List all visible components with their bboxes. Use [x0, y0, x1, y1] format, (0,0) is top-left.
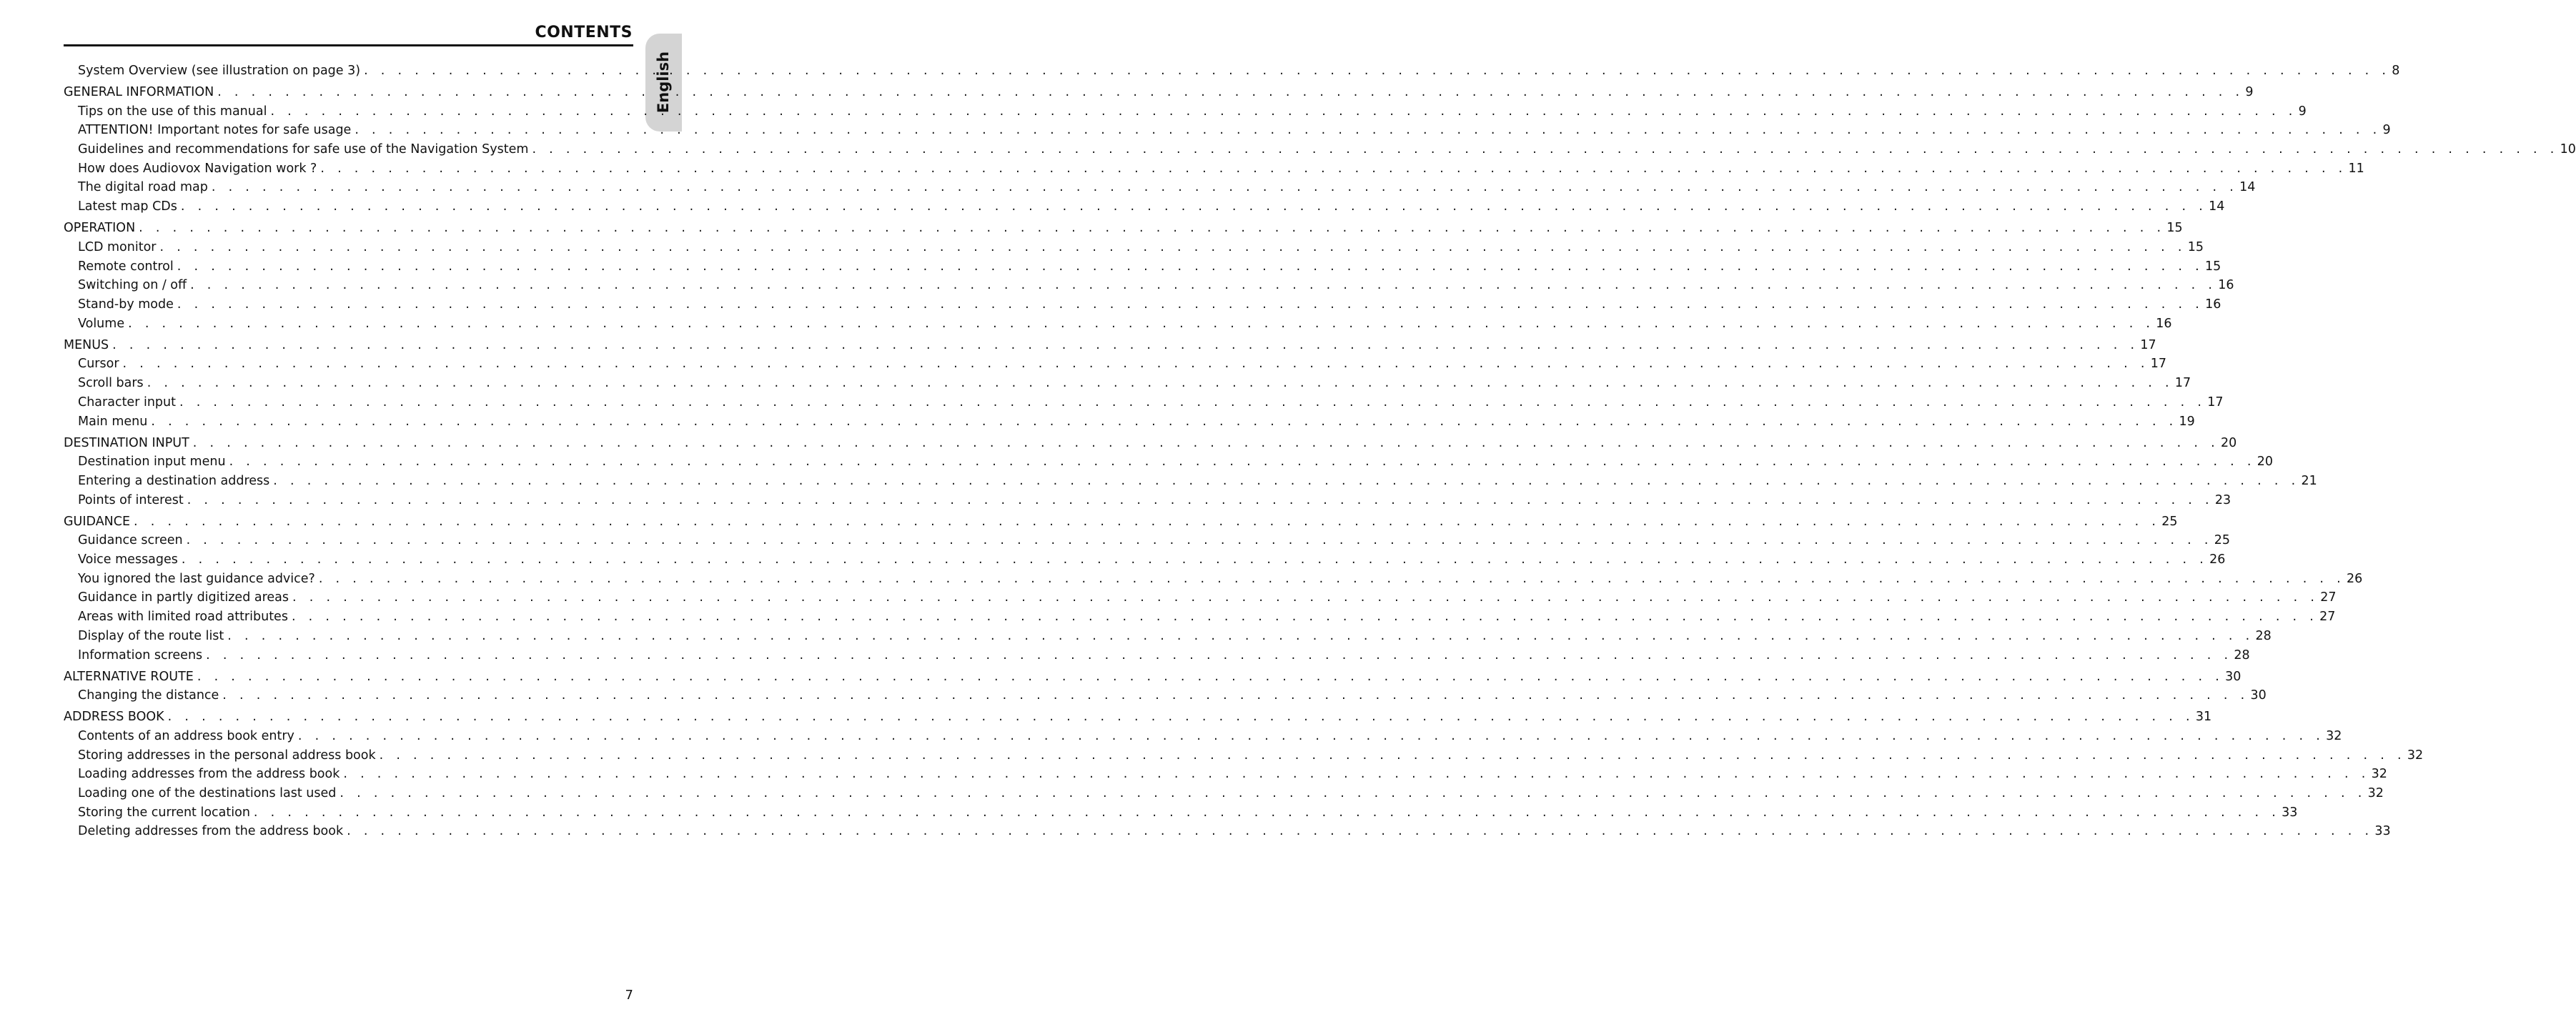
toc-entry-title: ATTENTION! Important notes for safe usage [78, 123, 352, 137]
toc-entry [78, 121, 2391, 139]
toc-entry-page: 20 [2257, 455, 2274, 469]
dot-leader: . . . . . . . . . . . . . . . . . . . . . . . . . . . . . . . . . . . . . . . . . . . . . . . . . . . . . . . . . . . . . . . . . . . . . . . . . . . . . . . . . . . . . . . . . . . . . . . . . . . . . . . . . . . . . . . . . . . . . . . . [217, 85, 2244, 99]
toc-entry [78, 472, 2317, 490]
toc-section-entry [64, 513, 2178, 530]
toc-entry [78, 374, 2191, 392]
toc-entry [78, 551, 2226, 568]
dot-leader: . . . . . . . . . . . . . . . . . . . . . . . . . . . . . . . . . . . . . . . . . . . . . . . . . . . . . . . . . . . . . . . . . . . . . . . . . . . . . . . . . . . . . . . . . . . . . . . . . . . . . . . . . . . . . . . . . . . . . . . . [211, 180, 2239, 194]
toc-entry-title: Guidance screen [78, 533, 183, 547]
toc-entry-title: LCD monitor [78, 240, 157, 254]
toc-entry-title: Storing addresses in the personal address book [78, 748, 376, 763]
toc-entry [78, 239, 2204, 256]
dot-leader: . . . . . . . . . . . . . . . . . . . . . . . . . . . . . . . . . . . . . . . . . . . . . . . . . . . . . . . . . . . . . . . . . . . . . . . . . . . . . . . . . . . . . . . . . . . . . . . . . . . . . . . . . . . . . . . . . . . . . . . . [122, 357, 2149, 371]
toc-entry-title: Voice messages [78, 552, 178, 567]
toc-entry [78, 785, 2384, 802]
toc-section-entry [64, 337, 2156, 354]
toc-entry-title: Guidance in partly digitized areas [78, 590, 289, 605]
dot-leader: . . . . . . . . . . . . . . . . . . . . . . . . . . . . . . . . . . . . . . . . . . . . . . . . . . . . . . . . . . . . . . . . . . . . . . . . . . . . . . . . . . . . . . . . . . . . . . . . . . . . . . . . . . . . . . . . . . . . . . . . [291, 610, 2319, 624]
dot-leader: . . . . . . . . . . . . . . . . . . . . . . . . . . . . . . . . . . . . . . . . . . . . . . . . . . . . . . . . . . . . . . . . . . . . . . . . . . . . . . . . . . . . . . . . . . . . . . . . . . . . . . . . . . . . . . . . . . . . . . . . [253, 805, 2281, 820]
toc-entry [78, 804, 2298, 821]
toc-entry-page: 15 [2187, 240, 2204, 254]
toc-entry-title: Volume [78, 317, 125, 331]
dot-leader: . . . . . . . . . . . . . . . . . . . . . . . . . . . . . . . . . . . . . . . . . . . . . . . . . . . . . . . . . . . . . . . . . . . . . . . . . . . . . . . . . . . . . . . . . . . . . . . . . . . . . . . . . . . . . . . . . . . . . . . . [181, 552, 2209, 567]
toc-entry-page: 16 [2205, 297, 2221, 312]
toc-entry [78, 570, 2363, 587]
toc-entry [78, 687, 2267, 704]
dot-leader: . . . . . . . . . . . . . . . . . . . . . . . . . . . . . . . . . . . . . . . . . . . . . . . . . . . . . . . . . . . . . . . . . . . . . . . . . . . . . . . . . . . . . . . . . . . . . . . . . . . . . . . . . . . . . . . . . . . . . . . . [128, 317, 2155, 331]
dot-leader: . . . . . . . . . . . . . . . . . . . . . . . . . . . . . . . . . . . . . . . . . . . . . . . . . . . . . . . . . . . . . . . . . . . . . . . . . . . . . . . . . . . . . . . . . . . . . . . . . . . . . . . . . . . . . . . . . . . . . . . . [139, 221, 2166, 235]
toc-entry-title: MENUS [64, 338, 109, 352]
toc-entry-page: 30 [2250, 688, 2267, 703]
toc-entry [78, 296, 2221, 313]
toc-entry-page: 16 [2218, 278, 2234, 292]
toc-entry-page: 17 [2174, 376, 2191, 390]
toc-entry [78, 103, 2307, 120]
toc-entry-page: 30 [2225, 670, 2241, 684]
toc-entry [78, 62, 2400, 79]
toc-entry [78, 453, 2274, 470]
dot-leader: . . . . . . . . . . . . . . . . . . . . . . . . . . . . . . . . . . . . . . . . . . . . . . . . . . . . . . . . . . . . . . . . . . . . . . . . . . . . . . . . . . . . . . . . . . . . . . . . . . . . . . . . . . . . . . . . . . . . . . . . [318, 572, 2346, 586]
toc-entry [78, 765, 2387, 783]
toc-entry-page: 16 [2156, 317, 2172, 331]
language-tab-label: English [655, 51, 672, 114]
toc-entry [78, 315, 2172, 332]
toc-entry [78, 141, 2576, 158]
toc-entry-title: Guidelines and recommendations for safe use of the Navigation System [78, 142, 529, 157]
dot-leader: . . . . . . . . . . . . . . . . . . . . . . . . . . . . . . . . . . . . . . . . . . . . . . . . . . . . . . . . . . . . . . . . . . . . . . . . . . . . . . . . . . . . . . . . . . . . . . . . . . . . . . . . . . . . . . . . . . . . . . . . [167, 710, 2194, 724]
toc-entry-title: Information screens [78, 648, 203, 663]
toc-entry-page: 26 [2347, 572, 2363, 586]
toc-entry-page: 26 [2209, 552, 2226, 567]
toc-entry-title: The digital road map [78, 180, 208, 194]
toc-entry [78, 747, 2424, 764]
toc-entry-title: DESTINATION INPUT [64, 436, 189, 450]
toc-entry-title: ALTERNATIVE ROUTE [64, 670, 194, 684]
toc-entry-title: GENERAL INFORMATION [64, 85, 214, 99]
dot-leader: . . . . . . . . . . . . . . . . . . . . . . . . . . . . . . . . . . . . . . . . . . . . . . . . . . . . . . . . . . . . . . . . . . . . . . . . . . . . . . . . . . . . . . . . . . . . . . . . . . . . . . . . . . . . . . . . . . . . . . . . [273, 474, 2300, 488]
toc-entry [78, 394, 2224, 411]
toc-entry-title: OPERATION [64, 221, 136, 235]
toc-entry-page: 27 [2319, 610, 2336, 624]
dot-leader: . . . . . . . . . . . . . . . . . . . . . . . . . . . . . . . . . . . . . . . . . . . . . . . . . . . . . . . . . . . . . . . . . . . . . . . . . . . . . . . . . . . . . . . . . . . . . . . . . . . . . . . . . . . . . . . . . . . . . . . . [320, 162, 2347, 176]
toc-entry-title: Loading one of the destinations last used [78, 786, 337, 800]
toc-entry-page: 9 [2245, 85, 2254, 99]
toc-entry [78, 823, 2391, 840]
toc-entry-page: 21 [2301, 474, 2317, 488]
toc-section-entry [64, 84, 2254, 101]
toc-entry [78, 160, 2364, 177]
toc-entry-page: 33 [2282, 805, 2298, 820]
toc-entry-title: Destination input menu [78, 455, 226, 469]
toc-section-entry [64, 219, 2183, 237]
toc-entry-title: Tips on the use of this manual [78, 104, 267, 119]
toc-entry-page: 31 [2195, 710, 2212, 724]
dot-leader: . . . . . . . . . . . . . . . . . . . . . . . . . . . . . . . . . . . . . . . . . . . . . . . . . . . . . . . . . . . . . . . . . . . . . . . . . . . . . . . . . . . . . . . . . . . . . . . . . . . . . . . . . . . . . . . . . . . . . . . . [270, 104, 2297, 119]
toc-entry-title: Switching on / off [78, 278, 187, 292]
toc-entry-title: Deleting addresses from the address book [78, 824, 344, 838]
toc-entry-page: 17 [2140, 338, 2156, 352]
toc-entry-title: Display of the route list [78, 629, 224, 643]
toc-entry-page: 25 [2214, 533, 2231, 547]
toc-section-entry [64, 668, 2241, 685]
toc-entry-title: ADDRESS BOOK [64, 710, 164, 724]
toc-entry-title: Changing the distance [78, 688, 219, 703]
toc-entry-page: 15 [2204, 259, 2221, 274]
toc-entry-page: 17 [2150, 357, 2167, 371]
dot-leader: . . . . . . . . . . . . . . . . . . . . . . . . . . . . . . . . . . . . . . . . . . . . . . . . . . . . . . . . . . . . . . . . . . . . . . . . . . . . . . . . . . . . . . . . . . . . . . . . . . . . . . . . . . . . . . . . . . . . . . . . [227, 629, 2254, 643]
dot-leader: . . . . . . . . . . . . . . . . . . . . . . . . . . . . . . . . . . . . . . . . . . . . . . . . . . . . . . . . . . . . . . . . . . . . . . . . . . . . . . . . . . . . . . . . . . . . . . . . . . . . . . . . . . . . . . . . . . . . . . . . [180, 199, 2208, 214]
toc-entry-page: 28 [2255, 629, 2272, 643]
dot-leader: . . . . . . . . . . . . . . . . . . . . . . . . . . . . . . . . . . . . . . . . . . . . . . . . . . . . . . . . . . . . . . . . . . . . . . . . . . . . . . . . . . . . . . . . . . . . . . . . . . . . . . . . . . . . . . . . . . . . . . . . [364, 64, 2391, 78]
toc-entry-title: Scroll bars [78, 376, 144, 390]
dot-leader: . . . . . . . . . . . . . . . . . . . . . . . . . . . . . . . . . . . . . . . . . . . . . . . . . . . . . . . . . . . . . . . . . . . . . . . . . . . . . . . . . . . . . . . . . . . . . . . . . . . . . . . . . . . . . . . . . . . . . . . . [222, 688, 2249, 703]
dot-leader: . . . . . . . . . . . . . . . . . . . . . . . . . . . . . . . . . . . . . . . . . . . . . . . . . . . . . . . . . . . . . . . . . . . . . . . . . . . . . . . . . . . . . . . . . . . . . . . . . . . . . . . . . . . . . . . . . . . . . . . . [112, 338, 2139, 352]
dot-leader: . . . . . . . . . . . . . . . . . . . . . . . . . . . . . . . . . . . . . . . . . . . . . . . . . . . . . . . . . . . . . . . . . . . . . . . . . . . . . . . . . . . . . . . . . . . . . . . . . . . . . . . . . . . . . . . . . . . . . . . . [292, 590, 2319, 605]
dot-leader: . . . . . . . . . . . . . . . . . . . . . . . . . . . . . . . . . . . . . . . . . . . . . . . . . . . . . . . . . . . . . . . . . . . . . . . . . . . . . . . . . . . . . . . . . . . . . . . . . . . . . . . . . . . . . . . . . . . . . . . . [379, 748, 2406, 763]
toc-entry-page: 33 [2374, 824, 2391, 838]
toc-entry-page: 23 [2214, 493, 2231, 507]
toc-entry-page: 19 [2179, 415, 2195, 429]
dot-leader: . . . . . . . . . . . . . . . . . . . . . . . . . . . . . . . . . . . . . . . . . . . . . . . . . . . . . . . . . . . . . . . . . . . . . . . . . . . . . . . . . . . . . . . . . . . . . . . . . . . . . . . . . . . . . . . . . . . . . . . . [197, 670, 2224, 684]
dot-leader: . . . . . . . . . . . . . . . . . . . . . . . . . . . . . . . . . . . . . . . . . . . . . . . . . . . . . . . . . . . . . . . . . . . . . . . . . . . . . . . . . . . . . . . . . . . . . . . . . . . . . . . . . . . . . . . . . . . . . . . . [206, 648, 2233, 663]
dot-leader: . . . . . . . . . . . . . . . . . . . . . . . . . . . . . . . . . . . . . . . . . . . . . . . . . . . . . . . . . . . . . . . . . . . . . . . . . . . . . . . . . . . . . . . . . . . . . . . . . . . . . . . . . . . . . . . . . . . . . . . . [147, 376, 2174, 390]
dot-leader: . . . . . . . . . . . . . . . . . . . . . . . . . . . . . . . . . . . . . . . . . . . . . . . . . . . . . . . . . . . . . . . . . . . . . . . . . . . . . . . . . . . . . . . . . . . . . . . . . . . . . . . . . . . . . . . . . . . . . . . . [134, 515, 2161, 529]
dot-leader: . . . . . . . . . . . . . . . . . . . . . . . . . . . . . . . . . . . . . . . . . . . . . . . . . . . . . . . . . . . . . . . . . . . . . . . . . . . . . . . . . . . . . . . . . . . . . . . . . . . . . . . . . . . . . . . . . . . . . . . . [151, 415, 2178, 429]
dot-leader: . . . . . . . . . . . . . . . . . . . . . . . . . . . . . . . . . . . . . . . . . . . . . . . . . . . . . . . . . . . . . . . . . . . . . . . . . . . . . . . . . . . . . . . . . . . . . . . . . . . . . . . . . . . . . . . . . . . . . . . . [179, 395, 2206, 410]
toc-entry-page: 32 [2371, 767, 2387, 781]
toc-entry [78, 532, 2231, 549]
dot-leader: . . . . . . . . . . . . . . . . . . . . . . . . . . . . . . . . . . . . . . . . . . . . . . . . . . . . . . . . . . . . . . . . . . . . . . . . . . . . . . . . . . . . . . . . . . . . . . . . . . . . . . . . . . . . . . . . . . . . . . . . [192, 436, 2219, 450]
toc-entry-page: 17 [2207, 395, 2224, 410]
dot-leader: . . . . . . . . . . . . . . . . . . . . . . . . . . . . . . . . . . . . . . . . . . . . . . . . . . . . . . . . . . . . . . . . . . . . . . . . . . . . . . . . . . . . . . . . . . . . . . . . . . . . . . . . . . . . . . . . . . . . . . . . [343, 767, 2370, 781]
toc-entry [78, 647, 2250, 664]
header-rule [64, 44, 633, 46]
toc-entry-title: Character input [78, 395, 176, 410]
toc-entry-title: You ignored the last guidance advice? [78, 572, 315, 586]
toc-entry [78, 627, 2272, 645]
toc-entry [78, 355, 2167, 372]
dot-leader: . . . . . . . . . . . . . . . . . . . . . . . . . . . . . . . . . . . . . . . . . . . . . . . . . . . . . . . . . . . . . . . . . . . . . . . . . . . . . . . . . . . . . . . . . . . . . . . . . . . . . . . . . . . . . . . . . . . . . . . . [186, 533, 2213, 547]
toc-entry-title: Main menu [78, 415, 148, 429]
toc-entry-title: Remote control [78, 259, 174, 274]
page-title: CONTENTS [535, 24, 633, 41]
toc-entry [78, 728, 2342, 745]
dot-leader: . . . . . . . . . . . . . . . . . . . . . . . . . . . . . . . . . . . . . . . . . . . . . . . . . . . . . . . . . . . . . . . . . . . . . . . . . . . . . . . . . . . . . . . . . . . . . . . . . . . . . . . . . . . . . . . . . . . . . . . . [159, 240, 2186, 254]
dot-leader: . . . . . . . . . . . . . . . . . . . . . . . . . . . . . . . . . . . . . . . . . . . . . . . . . . . . . . . . . . . . . . . . . . . . . . . . . . . . . . . . . . . . . . . . . . . . . . . . . . . . . . . . . . . . . . . . . . . . . . . . [190, 278, 2217, 292]
toc-entry [78, 608, 2336, 625]
dot-leader: . . . . . . . . . . . . . . . . . . . . . . . . . . . . . . . . . . . . . . . . . . . . . . . . . . . . . . . . . . . . . . . . . . . . . . . . . . . . . . . . . . . . . . . . . . . . . . . . . . . . . . . . . . . . . . . . . . . . . . . . [532, 142, 2559, 157]
toc-entry-page: 14 [2209, 199, 2225, 214]
dot-leader: . . . . . . . . . . . . . . . . . . . . . . . . . . . . . . . . . . . . . . . . . . . . . . . . . . . . . . . . . . . . . . . . . . . . . . . . . . . . . . . . . . . . . . . . . . . . . . . . . . . . . . . . . . . . . . . . . . . . . . . . [355, 123, 2382, 137]
toc-entry-page: 9 [2382, 123, 2391, 137]
toc-entry-title: Latest map CDs [78, 199, 177, 214]
toc-entry-page: 9 [2298, 104, 2307, 119]
toc-entry-title: Contents of an address book entry [78, 729, 294, 743]
toc-section-entry [64, 708, 2212, 725]
dot-leader: . . . . . . . . . . . . . . . . . . . . . . . . . . . . . . . . . . . . . . . . . . . . . . . . . . . . . . . . . . . . . . . . . . . . . . . . . . . . . . . . . . . . . . . . . . . . . . . . . . . . . . . . . . . . . . . . . . . . . . . . [347, 824, 2374, 838]
toc-entry-title: System Overview (see illustration on page 3) [78, 64, 361, 78]
toc-entry-title: Points of interest [78, 493, 184, 507]
dot-leader: . . . . . . . . . . . . . . . . . . . . . . . . . . . . . . . . . . . . . . . . . . . . . . . . . . . . . . . . . . . . . . . . . . . . . . . . . . . . . . . . . . . . . . . . . . . . . . . . . . . . . . . . . . . . . . . . . . . . . . . . [340, 786, 2367, 800]
toc-entry-page: 11 [2348, 162, 2364, 176]
toc-entry-title: GUIDANCE [64, 515, 131, 529]
toc-entry-page: 28 [2234, 648, 2250, 663]
toc-entry-title: How does Audiovox Navigation work ? [78, 162, 317, 176]
toc-entry-title: Loading addresses from the address book [78, 767, 340, 781]
toc-entry-page: 14 [2239, 180, 2256, 194]
toc-entry-page: 10 [2560, 142, 2576, 157]
toc-entry-page: 32 [2407, 748, 2424, 763]
toc-entry-title: Areas with limited road attributes [78, 610, 288, 624]
dot-leader: . . . . . . . . . . . . . . . . . . . . . . . . . . . . . . . . . . . . . . . . . . . . . . . . . . . . . . . . . . . . . . . . . . . . . . . . . . . . . . . . . . . . . . . . . . . . . . . . . . . . . . . . . . . . . . . . . . . . . . . . [187, 493, 2214, 507]
dot-leader: . . . . . . . . . . . . . . . . . . . . . . . . . . . . . . . . . . . . . . . . . . . . . . . . . . . . . . . . . . . . . . . . . . . . . . . . . . . . . . . . . . . . . . . . . . . . . . . . . . . . . . . . . . . . . . . . . . . . . . . . [229, 455, 2256, 469]
toc-entry [78, 277, 2234, 294]
toc-entry-page: 27 [2320, 590, 2337, 605]
dot-leader: . . . . . . . . . . . . . . . . . . . . . . . . . . . . . . . . . . . . . . . . . . . . . . . . . . . . . . . . . . . . . . . . . . . . . . . . . . . . . . . . . . . . . . . . . . . . . . . . . . . . . . . . . . . . . . . . . . . . . . . . [297, 729, 2325, 743]
toc-entry [78, 413, 2195, 430]
toc-entry-title: Storing the current location [78, 805, 250, 820]
toc-entry [78, 492, 2231, 509]
toc-entry [78, 198, 2225, 215]
toc-entry [78, 589, 2337, 606]
toc-section-entry [64, 435, 2237, 452]
toc-entry-page: 15 [2166, 221, 2183, 235]
toc-entry-title: Entering a destination address [78, 474, 270, 488]
dot-leader: . . . . . . . . . . . . . . . . . . . . . . . . . . . . . . . . . . . . . . . . . . . . . . . . . . . . . . . . . . . . . . . . . . . . . . . . . . . . . . . . . . . . . . . . . . . . . . . . . . . . . . . . . . . . . . . . . . . . . . . . [177, 259, 2204, 274]
toc-entry-page: 25 [2161, 515, 2178, 529]
toc-entry-title: Cursor [78, 357, 119, 371]
toc-entry-page: 20 [2220, 436, 2237, 450]
toc-entry-page: 32 [2326, 729, 2342, 743]
toc-entry-page: 32 [2367, 786, 2384, 800]
toc-entry [78, 179, 2256, 196]
toc-entry [78, 258, 2221, 275]
dot-leader: . . . . . . . . . . . . . . . . . . . . . . . . . . . . . . . . . . . . . . . . . . . . . . . . . . . . . . . . . . . . . . . . . . . . . . . . . . . . . . . . . . . . . . . . . . . . . . . . . . . . . . . . . . . . . . . . . . . . . . . . [177, 297, 2204, 312]
toc-entry-title: Stand-by mode [78, 297, 174, 312]
toc-entry-page: 8 [2392, 64, 2400, 78]
page-number: 7 [625, 988, 633, 1003]
